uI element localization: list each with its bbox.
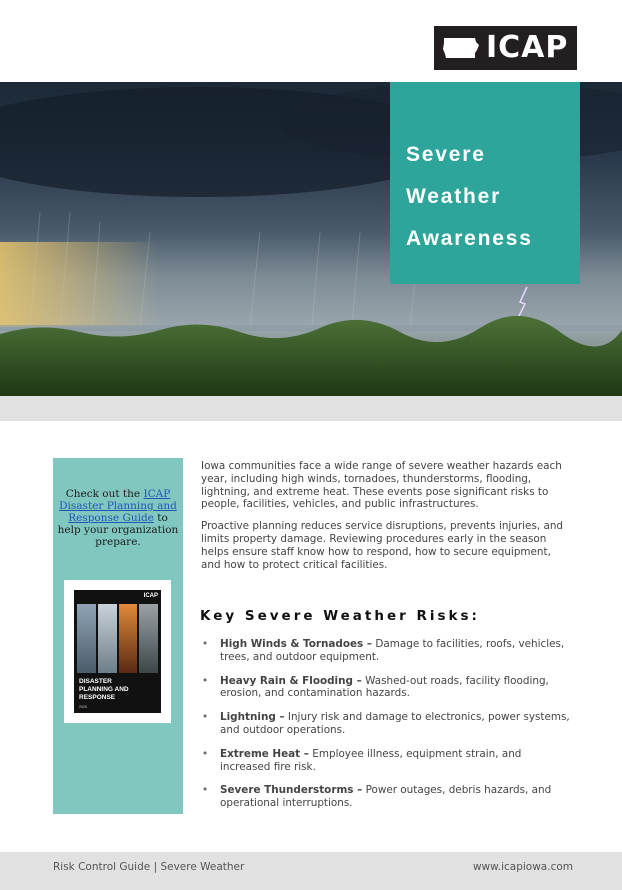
cover-year: 2025 — [79, 705, 87, 709]
risk-item: • Heavy Rain & Flooding – Washed-out roads, facility flooding, erosion, and contamination hazards. — [202, 674, 549, 700]
intro-text — [201, 460, 573, 571]
guide-cover-thumbnail[interactable] — [64, 580, 171, 723]
title-panel — [390, 82, 580, 284]
bullet-icon: • — [202, 784, 209, 797]
title-line-2: Weather — [406, 185, 502, 208]
logo-wordmark: ICAP — [486, 30, 569, 65]
risk-item: • Lightning – Injury risk and damage to electronics, power systems, and outdoor operations. — [202, 711, 570, 736]
icap-logo — [434, 26, 577, 70]
sidebar-callout-panel — [53, 458, 183, 814]
title-line-3: Awareness — [406, 227, 533, 250]
divider-band — [0, 396, 622, 421]
risk-item: • High Winds & Tornadoes – Damage to facilities, roofs, vehicles, trees, and outdoor equipment. — [202, 638, 565, 663]
footer-guide-title: Risk Control Guide | Severe Weather — [53, 861, 245, 873]
bullet-icon: • — [202, 674, 209, 687]
bullet-icon: • — [202, 747, 209, 760]
cover-photo-strip — [74, 604, 161, 673]
risk-item: • Severe Thunderstorms – Power outages, debris hazards, and operational interruptions. — [202, 784, 552, 810]
callout-suffix: to help your organization prepare. — [57, 512, 179, 548]
bullet-icon: • — [202, 711, 209, 724]
footer-website-link[interactable]: www.icapiowa.com — [472, 861, 573, 873]
callout-prefix: Check out the — [65, 488, 144, 500]
guide-link[interactable]: ICAP Disaster Planning and Response Guide — [59, 488, 177, 524]
title-line-1: Severe — [406, 143, 486, 166]
cover-logo: ICAP — [143, 593, 158, 599]
risks-heading: Key Severe Weather Risks: — [200, 608, 480, 624]
risks-list — [202, 638, 574, 821]
cover-title: DISASTER PLANNING AND RESPONSE — [79, 678, 129, 701]
iowa-state-icon — [442, 35, 480, 61]
intro-paragraph-2: Proactive planning reduces service disruptions, prevents injuries, and limits property damage. Reviewing procedures early in the season helps ensure staff know how to respond, how to secure equipment, and how to protect critical facilities. — [201, 520, 564, 571]
risk-item: • Extreme Heat – Employee illness, equipment strain, and increased fire risk. — [202, 747, 522, 773]
intro-paragraph-1: Iowa communities face a wide range of severe weather hazards each year, including high winds, tornadoes, thunderstorms, flooding, lightning, and extreme heat. These events pose significant risks to people, facilities, vehicles, and public infrastructures. — [201, 460, 562, 511]
bullet-icon: • — [202, 638, 209, 650]
page-footer — [0, 852, 622, 890]
callout-text — [57, 488, 179, 548]
